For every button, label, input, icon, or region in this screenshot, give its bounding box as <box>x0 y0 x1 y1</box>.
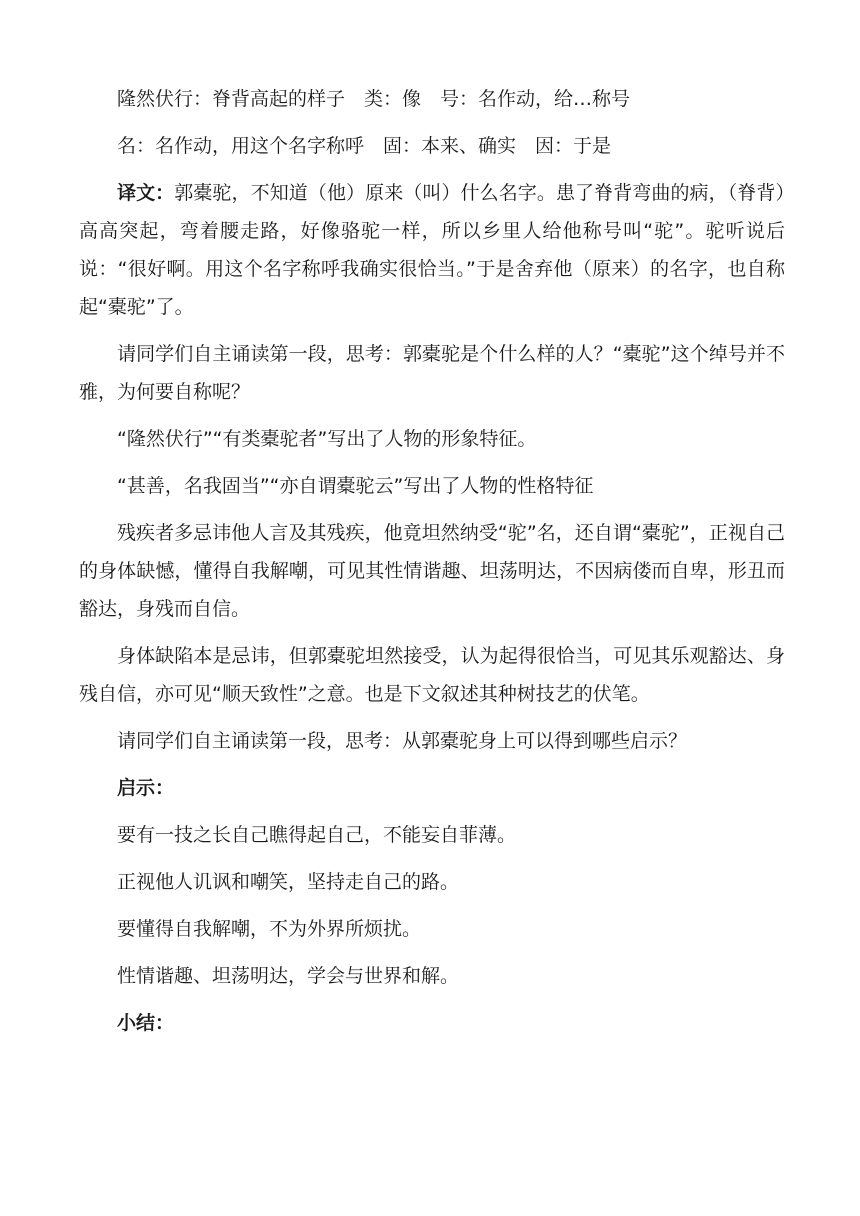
analysis-paragraph-1 <box>79 514 785 628</box>
paragraph-text: “甚善，名我固当”“亦自谓橐驼云”写出了人物的性格特征 <box>117 475 594 497</box>
insight-item: 要懂得自我解嘲，不为外界所烦扰。 <box>117 918 422 940</box>
character-feature-paragraph <box>79 467 785 505</box>
insight-item: 性情谐趣、坦荡明达，学会与世界和解。 <box>117 965 460 987</box>
annotation-line-2 <box>79 127 785 165</box>
paragraph-text: 隆然伏行：脊背高起的样子 类：像 号：名作动，给…称号 <box>117 88 631 110</box>
paragraph-text: “隆然伏行”“有类橐驼者”写出了人物的形象特征。 <box>117 428 537 450</box>
annotation-line-1 <box>79 80 785 118</box>
summary-heading: 小结： <box>117 1012 175 1034</box>
question-paragraph-2 <box>79 722 785 760</box>
paragraph-text: 身体缺陷本是忌讳，但郭橐驼坦然接受，认为起得很恰当，可见其乐观豁达、身残自信，亦可见“顺天致性”之意。也是下文叙述其种树技艺的伏笔。 <box>79 645 785 705</box>
paragraph-text: 残疾者多忌讳他人言及其残疾，他竟坦然纳受“驼”名，还自谓“橐驼”，正视自己的身体缺憾，懂得自我解嘲，可见其性情谐趣、坦荡明达，不因病偻而自卑，形丑而豁达，身残而自信。 <box>79 522 785 620</box>
paragraph-text: 名：名作动，用这个名字称呼 固：本来、确实 因：于是 <box>117 135 612 157</box>
insight-item: 正视他人讥讽和嘲笑，坚持走自己的路。 <box>117 871 460 893</box>
image-feature-paragraph <box>79 420 785 458</box>
insights-heading: 启示： <box>117 777 175 799</box>
paragraph-text: 请同学们自主诵读第一段，思考：从郭橐驼身上可以得到哪些启示？ <box>117 730 688 752</box>
question-paragraph-1 <box>79 335 785 411</box>
paragraph-text: 请同学们自主诵读第一段，思考：郭橐驼是个什么样的人？“橐驼”这个绰号并不雅，为何要自称呢？ <box>79 343 785 403</box>
translation-paragraph <box>79 174 785 326</box>
analysis-paragraph-2 <box>79 637 785 713</box>
insight-item: 要有一技之长自己瞧得起自己，不能妄自菲薄。 <box>117 824 517 846</box>
translation-label: 译文： <box>117 182 175 204</box>
document-body <box>79 80 785 1051</box>
translation-text: 郭橐驼，不知道（他）原来（叫）什么名字。患了脊背弯曲的病，（脊背）高高突起，弯着腰走路，好像骆驼一样，所以乡里人给他称号叫“驼”。驼听说后说：“很好啊。用这个名字称呼我确实很恰当。”于是舍弃他（原来）的名字，也自称起“橐驼”了。 <box>79 182 785 318</box>
